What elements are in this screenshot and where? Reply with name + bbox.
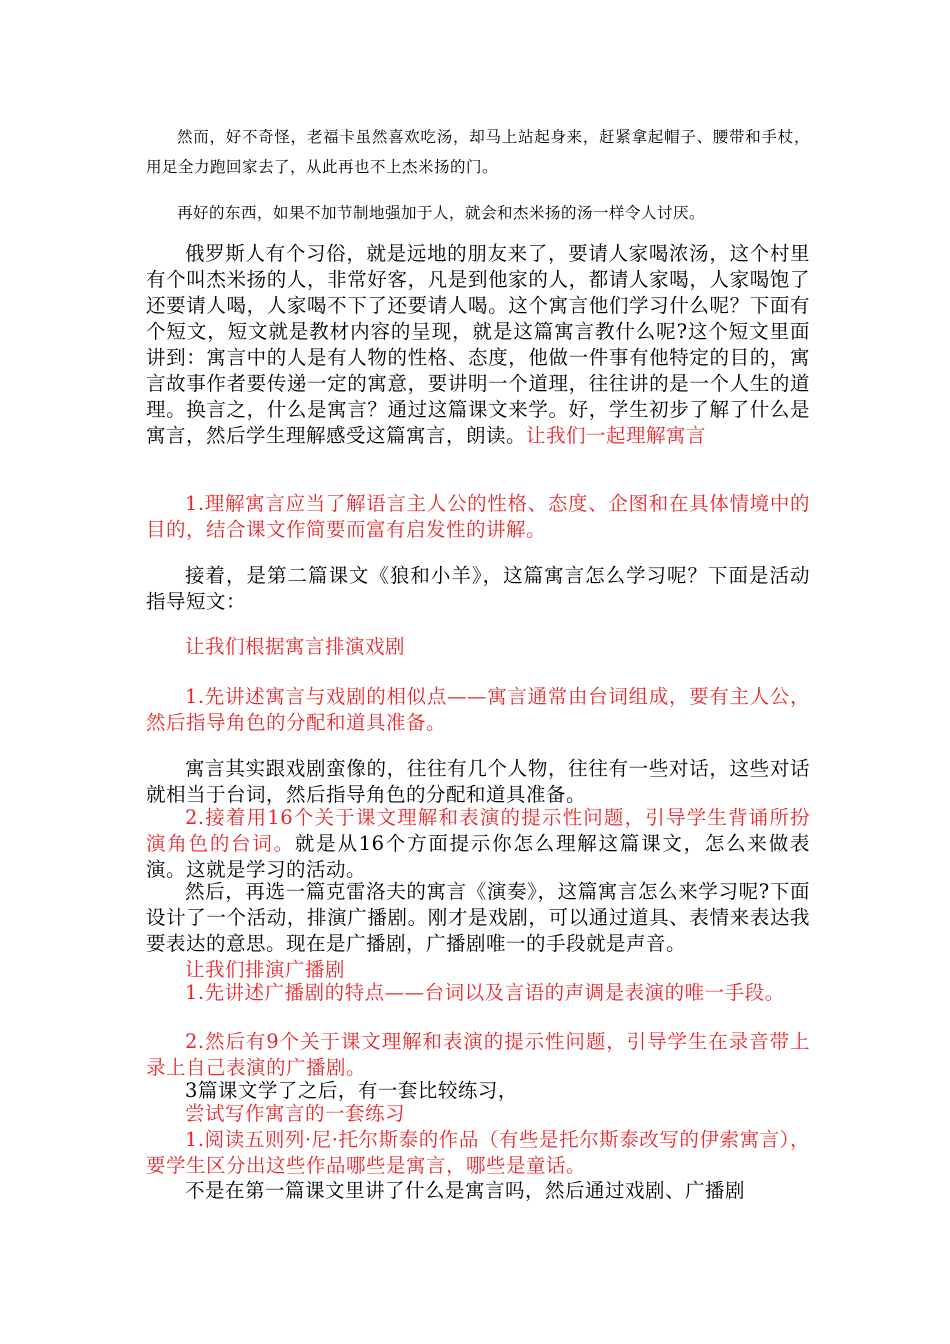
point-radio-drama-1: 1.先讲述广播剧的特点——台词以及言语的声调是表演的唯一手段。	[185, 981, 785, 1004]
text-drama-explanation: 就是从16个方面提示你怎么理解这篇课文，怎么来做表演。这就是学习的活动。	[146, 832, 810, 881]
heading-understand-fable: 让我们一起理解寓言	[526, 424, 707, 447]
point-writing-exercise-1: 1.阅读五则列·尼·托尔斯泰的作品（有些是托尔斯泰改写的伊索寓言），要学生区分出这些作品哪些是寓言，哪些是童话。	[146, 1128, 810, 1177]
paragraph-performance-fable: 然后，再选一篇克雷洛夫的寓言《演奏》，这篇寓言怎么来学习呢?下面设计了一个活动，排演广播剧。刚才是戏剧，可以通过道具、表情来表达我要表达的意思。现在是广播剧，广播剧唯一的手段就是声音。	[146, 880, 810, 955]
point-drama-1: 1.先讲述寓言与戏剧的相似点——寓言通常由台词组成，要有主人公，然后指导角色的分配和道具准备。	[146, 685, 810, 734]
heading-drama: 让我们根据寓言排演戏剧	[185, 635, 406, 658]
text-custom-description: 俄罗斯人有个习俗，就是远地的朋友来了，要请人家喝浓汤，这个村里有个叫杰米扬的人，非常好客，凡是到他家的人，都请人家喝，人家喝饱了还要请人喝，人家喝不下了还要请人喝。这个寓言他们学习什么呢？下面有个短文，短文就是教材内容的呈现，就是这篇寓言教什么呢?这个短文里面讲到：寓言中的人是有人物的性格、态度，他做一件事有他特定的目的，寓言故事作者要传递一定的寓意，要讲明一个道理，往往讲的是一个人生的道理。换言之，什么是寓言？通过这篇课文来学。好，学生初步了解了什么是寓言，然后学生理解感受这篇寓言，朗读。	[146, 242, 810, 447]
heading-writing-exercise: 尝试写作寓言的一套练习	[185, 1102, 406, 1125]
heading-radio-drama: 让我们排演广播剧	[185, 958, 346, 981]
paragraph-fable-like-drama: 寓言其实跟戏剧蛮像的，往往有几个人物，往往有一些对话，这些对话就相当于台词，然后指导角色的分配和道具准备。	[146, 757, 810, 806]
point-radio-drama-2: 2.然后有9个关于课文理解和表演的提示性问题，引导学生在录音带上录上自己表演的广播剧。	[146, 1030, 810, 1079]
paragraph-continuation: 不是在第一篇课文里讲了什么是寓言吗，然后通过戏剧、广播剧	[185, 1179, 746, 1202]
paragraph-russian-custom	[146, 241, 810, 449]
paragraph-drama-questions	[146, 805, 810, 883]
paragraph-moral: 再好的东西，如果不加节制地强加于人，就会和杰米扬的汤一样令人讨厌。	[177, 204, 706, 222]
point-understand-fable-1: 1.理解寓言应当了解语言主人公的性格、态度、企图和在具体情境中的目的，结合课文作简要而富有启发性的讲解。	[146, 492, 810, 541]
paragraph-comparison-exercise: 3篇课文学了之后，有一套比较练习，	[185, 1079, 518, 1102]
point-drama-2: 2.接着用16个关于课文理解和表演的提示性问题，引导学生背诵所扮演角色的台词。	[146, 806, 810, 855]
paragraph-fuka-leaves: 然而，好不奇怪，老福卡虽然喜欢吃汤，却马上站起身来，赶紧拿起帽子、腰带和手杖，用足全力跑回家去了，从此再也不上杰米扬的门。	[146, 128, 810, 176]
paragraph-wolf-and-lamb: 接着，是第二篇课文《狼和小羊》，这篇寓言怎么学习呢？下面是活动指导短文：	[146, 564, 810, 613]
